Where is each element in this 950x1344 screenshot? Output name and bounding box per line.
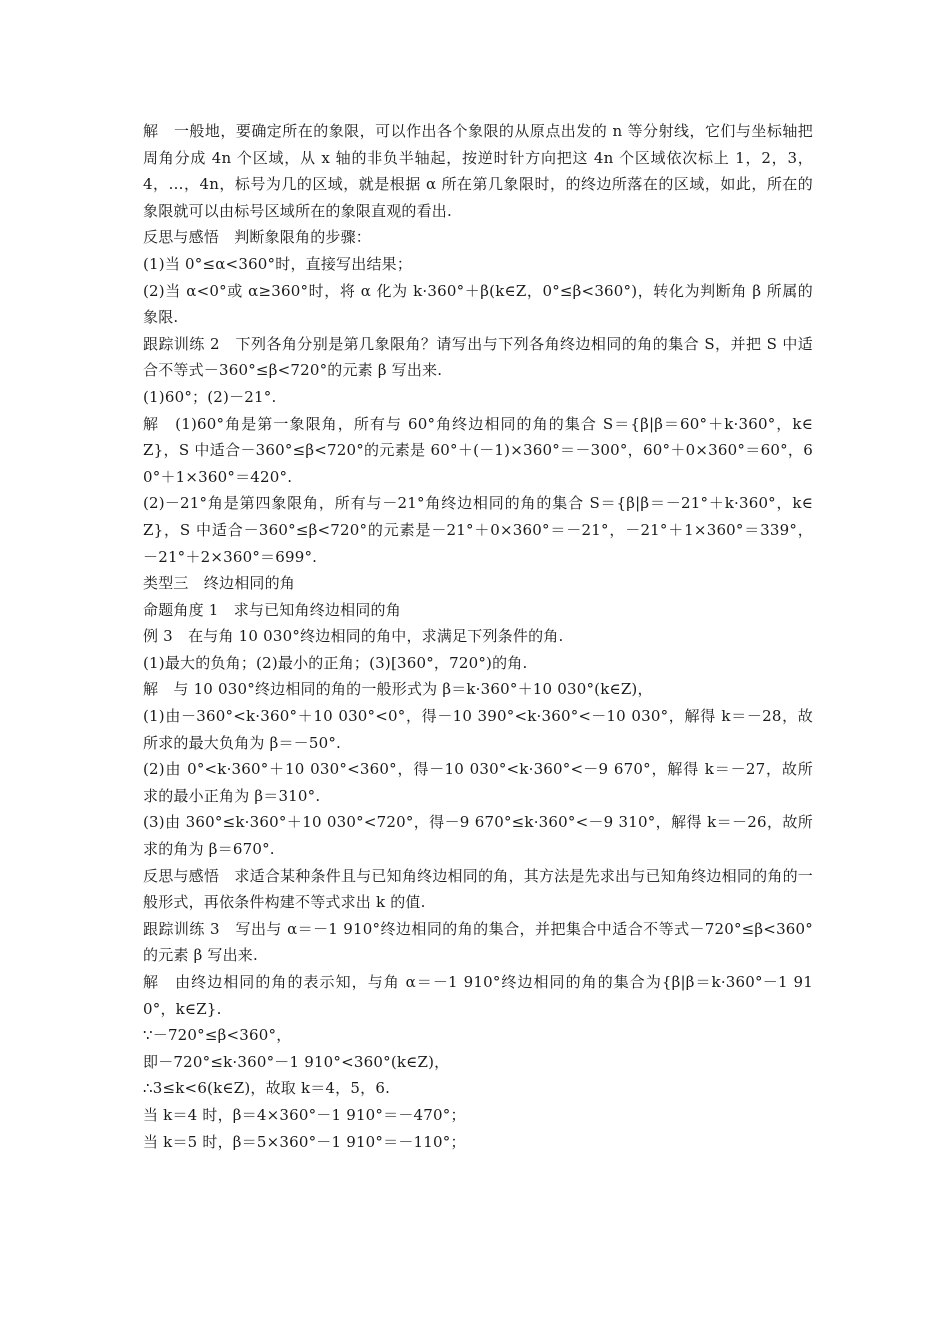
exercise-3-solution-intro: 解 由终边相同的角的表示知，与角 α＝－1 910°终边相同的角的集合为{β|β＝k·360°－1 910°，k∈Z}.: [143, 973, 813, 1018]
reflection-paragraph-2: 反思与感悟 求适合某种条件且与已知角终边相同的角，其方法是先求出与已知角终边相同的角的一般形式，再依条件构建不等式求出 k 的值.: [143, 866, 813, 912]
exercise-2-solution-2: (2)－21°角是第四象限角，所有与－21°角终边相同的角的集合 S＝{β|β＝－21°＋k·360°，k∈Z}，S 中适合－360°≤β<720°的元素是－21°＋0×360°＝－21°，－21°＋1×360°＝339°，－21°＋2×360°＝699°.: [143, 494, 813, 566]
example-3-prompt: 例 3 在与角 10 030°终边相同的角中，求满足下列条件的角.: [143, 627, 564, 646]
document-body: [143, 118, 813, 1155]
solution-paragraph-1: 解 一般地，要确定所在的象限，可以作出各个象限的从原点出发的 n 等分射线，它们与坐标轴把周角分成 4n 个区域，从 x 轴的非负半轴起，按逆时针方向把这 4n 个区域依次标上 1，2，3，4，…，4n，标号为几的区域，就是根据 α 所在第几象限时，的终边所落在的区域，如此，所在的象限就可以由标号区域所在的象限直观的看出.: [143, 122, 813, 220]
example-3-solution-1: (1)由－360°<k·360°＋10 030°<0°，得－10 390°<k·360°<－10 030°，解得 k＝－28，故所求的最大负角为 β＝－50°.: [143, 707, 813, 752]
exercise-3-step-3: ∴3≤k<6(k∈Z)，故取 k＝4，5，6.: [143, 1079, 391, 1098]
example-3-solution-intro: 解 与 10 030°终边相同的角的一般形式为 β＝k·360°＋10 030°(k∈Z)，: [143, 680, 653, 699]
exercise-2-solution-1: 解 (1)60°角是第一象限角，所有与 60°角终边相同的角的集合 S＝{β|β＝60°＋k·360°，k∈Z}，S 中适合－360°≤β<720°的元素是 60°＋(－1)×360°＝－300°，60°＋0×360°＝60°，60°＋1×360°＝420°.: [143, 414, 813, 486]
exercise-3-step-1: ∵－720°≤β<360°，: [143, 1026, 292, 1045]
section-heading-type-3: 类型三 终边相同的角: [143, 574, 296, 593]
exercise-3-step-5: 当 k＝5 时，β＝5×360°－1 910°＝－110°；: [143, 1132, 466, 1151]
reflection-step-2: (2)当 α<0°或 α≥360°时，将 α 化为 k·360°＋β(k∈Z，0°≤β<360°)，转化为判断角 β 所属的象限.: [143, 281, 813, 327]
example-3-solution-3: (3)由 360°≤k·360°＋10 030°<720°，得－9 670°≤k·360°<－9 310°，解得 k＝－26，故所求的角为 β＝670°.: [143, 813, 813, 859]
reflection-heading-1: 反思与感悟 判断象限角的步骤：: [143, 228, 372, 247]
exercise-2-prompt: 跟踪训练 2 下列各角分别是第几象限角？请写出与下列各角终边相同的角的集合 S，并把 S 中适合不等式－360°≤β<720°的元素 β 写出来.: [143, 334, 813, 380]
subsection-heading: 命题角度 1 求与已知角终边相同的角: [143, 600, 401, 619]
example-3-solution-2: (2)由 0°<k·360°＋10 030°<360°，得－10 030°<k·360°<－9 670°，解得 k＝－27，故所求的最小正角为 β＝310°.: [143, 760, 813, 805]
reflection-step-1: (1)当 0°≤α<360°时，直接写出结果；: [143, 254, 413, 273]
example-3-items: (1)最大的负角；(2)最小的正角；(3)[360°，720°)的角.: [143, 653, 528, 672]
exercise-2-items: (1)60°；(2)－21°.: [143, 387, 277, 406]
exercise-3-step-2: 即－720°≤k·360°－1 910°<360°(k∈Z)，: [143, 1052, 450, 1071]
exercise-3-prompt: 跟踪训练 3 写出与 α＝－1 910°终边相同的角的集合，并把集合中适合不等式－720°≤β<360°的元素 β 写出来.: [143, 919, 813, 965]
exercise-3-step-4: 当 k＝4 时，β＝4×360°－1 910°＝－470°；: [143, 1105, 466, 1124]
